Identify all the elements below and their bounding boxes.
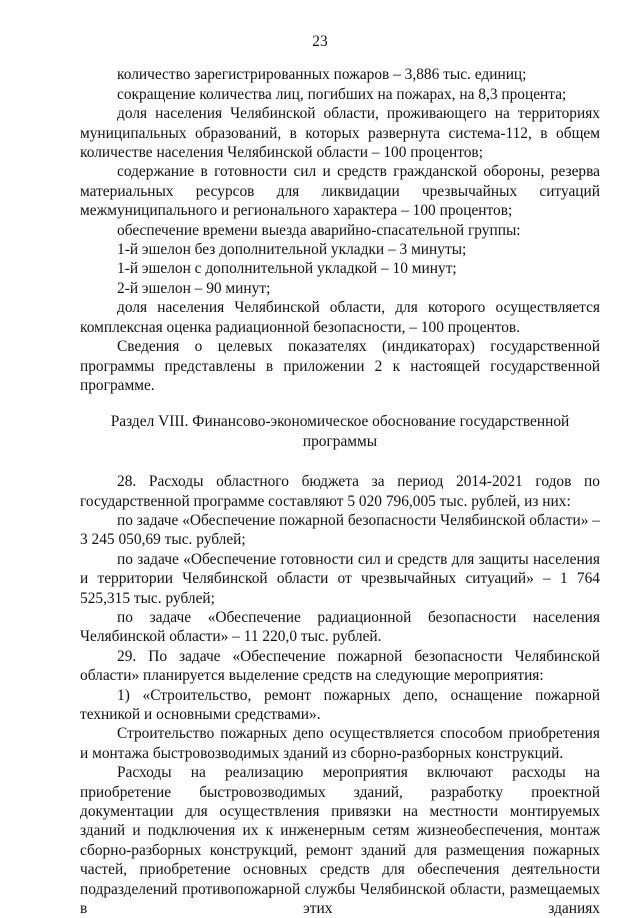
section-heading: Раздел VIII. Финансово-экономическое обоснование государственной программы	[110, 413, 570, 450]
paragraph: Строительство пожарных депо осуществляется способом приобретения и монтажа быстровозводимых зданий из сборно-разборных конструкций.	[80, 725, 600, 762]
body-text-bottom	[80, 472, 600, 918]
paragraph: по задаче «Обеспечение пожарной безопасности Челябинской области» – 3 245 050,69 тыс. рублей;	[80, 511, 600, 549]
paragraph: 29. По задаче «Обеспечение пожарной безопасности Челябинской области» планируется выделение средств на следующие мероприятия:	[80, 647, 600, 685]
paragraph: Расходы на реализацию мероприятия включают расходы на приобретение быстровозводимых зданий, разработку проектной документации для осуществления привязки на местности монтируемых зданий и подключения их к инженерным сетям жизнеобеспечения, монтаж сборно-разборных конструкций, ремонт зданий для размещения пожарных частей, приобретение основных средств для обеспечения деятельности подразделений противопожарной службы Челябинской области, размещаемых в этих зданиях	[80, 764, 600, 918]
paragraph: Сведения о целевых показателях (индикаторах) государственной программы представлены в приложении 2 к настоящей государственной программе.	[80, 338, 600, 394]
paragraph: по задаче «Обеспечение радиационной безопасности населения Челябинской области» – 11 220,0 тыс. рублей.	[80, 608, 600, 646]
paragraph: 2-й эшелон – 90 минут;	[117, 279, 271, 297]
paragraph: 28. Расходы областного бюджета за период 2014-2021 годов по государственной программе составляют 5 020 796,005 тыс. рублей, из них:	[80, 473, 600, 510]
body-text-top	[80, 65, 600, 395]
paragraph: сокращение количества лиц, погибших на пожарах, на 8,3 процента;	[117, 85, 567, 103]
paragraph: обеспечение времени выезда аварийно-спасательной группы:	[117, 221, 521, 239]
paragraph: содержание в готовности сил и средств гражданской обороны, резерва материальных ресурсов для ликвидации чрезвычайных ситуаций межмуниципального и регионального характера – 100 процентов;	[80, 163, 600, 220]
paragraph: 1-й эшелон с дополнительной укладкой – 10 минут;	[117, 260, 457, 278]
page-number: 23	[312, 33, 328, 50]
paragraph: доля населения Челябинской области, проживающего на территориях муниципальных образований, в которых развернута система-112, в общем количестве населения Челябинской области – 100 процентов;	[80, 105, 600, 162]
paragraph: 1) «Строительство, ремонт пожарных депо, оснащение пожарной техникой и основными средствами».	[80, 686, 600, 723]
paragraph: доля населения Челябинской области, для которого осуществляется комплексная оценка радиационной безопасности, – 100 процентов.	[80, 299, 600, 336]
paragraph: по задаче «Обеспечение готовности сил и средств для защиты населения и территории Челябинской области от чрезвычайных ситуаций» – 1 764 525,315 тыс. рублей;	[80, 550, 600, 607]
paragraph: количество зарегистрированных пожаров – 3,886 тыс. единиц;	[117, 66, 527, 84]
paragraph: 1-й эшелон без дополнительной укладки – 3 минуты;	[117, 241, 467, 259]
